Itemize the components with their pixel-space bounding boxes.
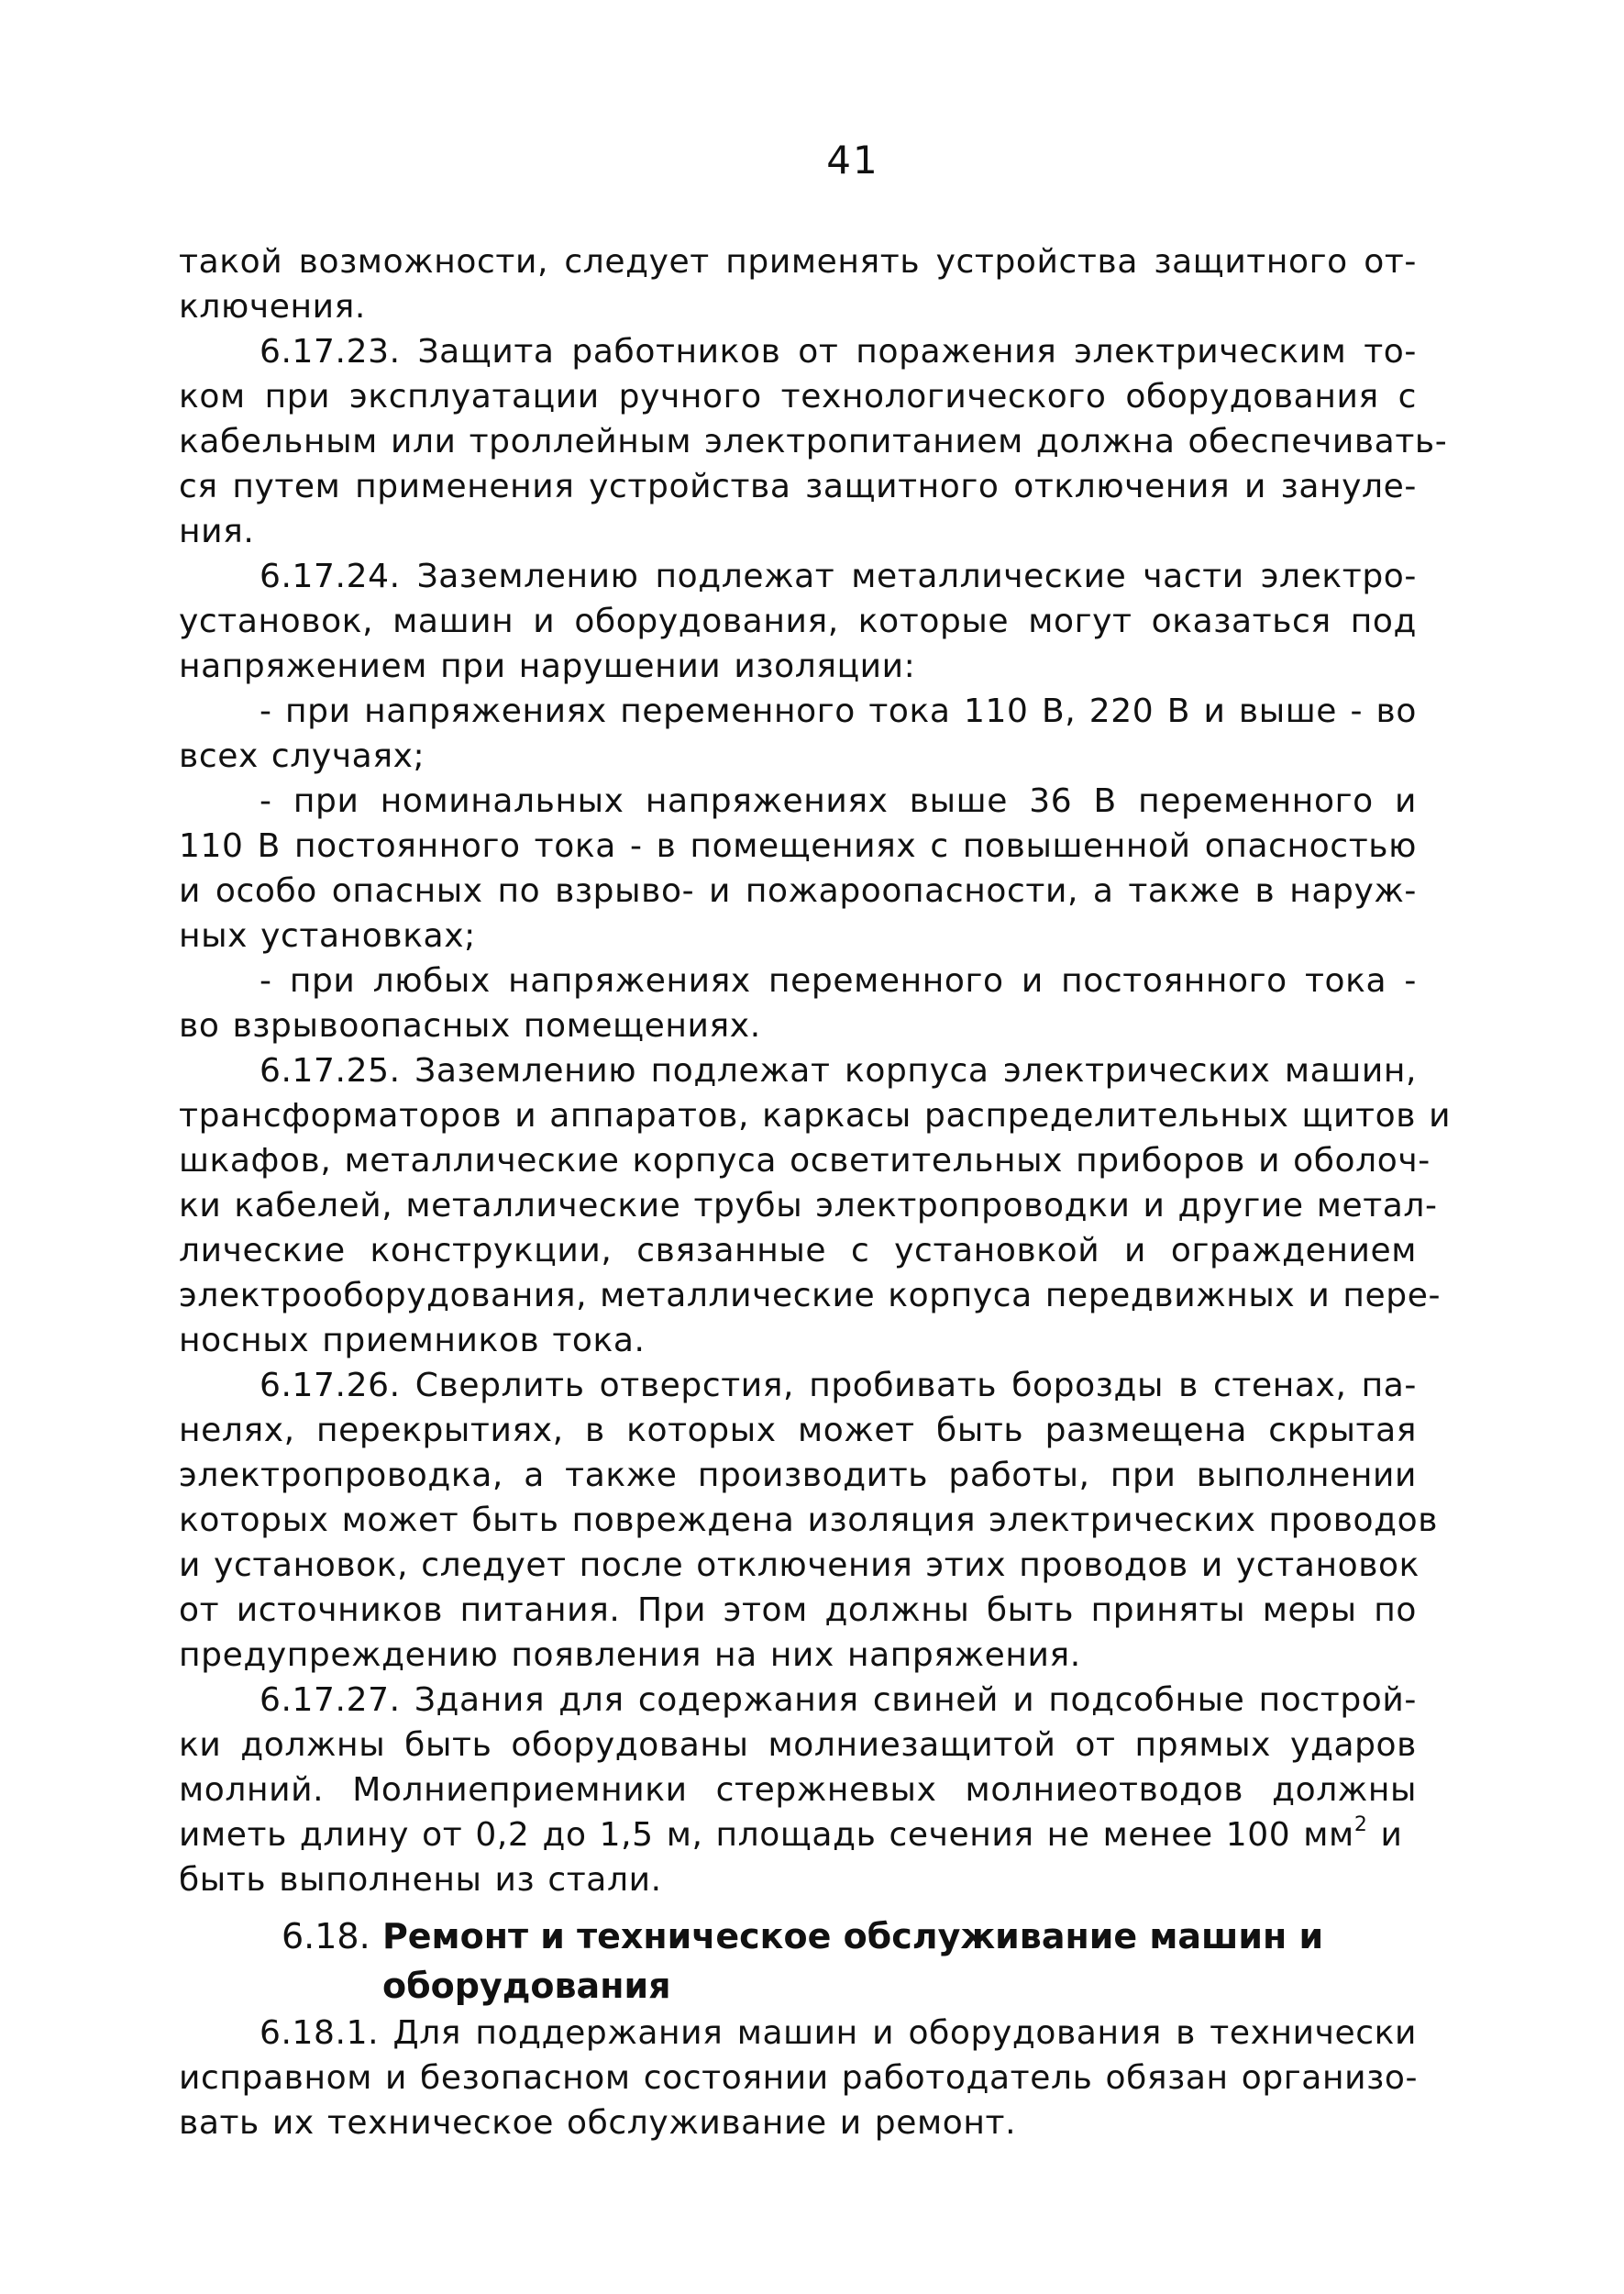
text-line: ния. (179, 513, 255, 550)
text-line: быть выполнены из стали. (179, 1861, 662, 1899)
text-line: всех случаях; (179, 737, 425, 775)
paragraph-6-18-1-start: 6.18.1. Для поддержания машин и оборудования в технически (260, 2014, 1417, 2052)
page-number: 41 (826, 138, 879, 183)
text-line: лические конструкции, связанные с установкой и ограждением (179, 1232, 1417, 1269)
text-line: трансформаторов и аппаратов, каркасы распределительных щитов и (179, 1097, 1452, 1135)
section-number: 6.18. (282, 1916, 370, 1956)
text-line: ком при эксплуатации ручного технологического оборудования с (179, 378, 1417, 416)
section-title: Ремонт и техническое обслуживание машин и (381, 1916, 1324, 1956)
text-fragment: и (1367, 1816, 1403, 1854)
paragraph-6-17-25-start: 6.17.25. Заземлению подлежат корпуса электрических машин, (260, 1052, 1417, 1090)
closing-paragraph (179, 2011, 1417, 2145)
text-line: шкафов, металлические корпуса осветительных приборов и оболоч- (179, 1142, 1431, 1180)
text-line: во взрывоопасных помещениях. (179, 1007, 761, 1045)
text-line: ключения. (179, 288, 366, 326)
document-page (179, 138, 1452, 2145)
text-line: ных установках; (179, 917, 476, 955)
list-item: - при напряжениях переменного тока 110 В, 220 В и выше - во (260, 693, 1417, 730)
text-fragment: иметь длину от 0,2 до 1,5 м, площадь сечения не менее 100 мм (179, 1816, 1354, 1854)
text-line: ки кабелей, металлические трубы электропроводки и другие метал- (179, 1187, 1438, 1225)
section-title-continuation: оборудования (382, 1966, 671, 2006)
list-item: - при номинальных напряжениях выше 36 В переменного и (260, 782, 1417, 820)
text-line: напряжением при нарушении изоляции: (179, 648, 916, 685)
paragraph-6-17-24-start: 6.17.24. Заземлению подлежат металлические части электро- (260, 558, 1417, 595)
section-heading-line (179, 1912, 1417, 1961)
text-line: 110 В постоянного тока - в помещениях с повышенной опасностью (179, 827, 1417, 865)
text-line: вать их техническое обслуживание и ремонт. (179, 2104, 1017, 2142)
text-line: ся путем применения устройства защитного отключения и зануле- (179, 468, 1417, 505)
text-line: молний. Молниеприемники стержневых молниеотводов должны (179, 1771, 1417, 1809)
text-line: ки должны быть оборудованы молниезащитой от прямых ударов (179, 1726, 1417, 1764)
paragraph-6-17-23-start: 6.17.23. Защита работников от поражения электрическим то- (260, 333, 1417, 371)
text-line: такой возможности, следует применять устройства защитного от- (179, 243, 1417, 281)
text-line: электропроводка, а также производить работы, при выполнении (179, 1457, 1417, 1494)
text-line: исправном и безопасном состоянии работодатель обязан организо- (179, 2059, 1419, 2097)
text-line: электрооборудования, металлические корпуса передвижных и пере- (179, 1277, 1442, 1314)
text-line: установок, машин и оборудования, которые могут оказаться под (179, 603, 1417, 640)
text-line: от источников питания. При этом должны быть приняты меры по (179, 1591, 1417, 1629)
text-line: которых может быть повреждена изоляция электрических проводов (179, 1502, 1439, 1539)
body-text (179, 239, 1452, 1902)
text-line: кабельным или троллейным электропитанием должна обеспечивать- (179, 423, 1448, 460)
paragraph-6-17-27-start: 6.17.27. Здания для содержания свиней и подсобные построй- (260, 1681, 1417, 1719)
superscript: 2 (1353, 1813, 1368, 1836)
text-line: и особо опасных по взрыво- и пожароопасности, а также в наруж- (179, 872, 1417, 910)
text-line-with-superscript (179, 1812, 1417, 1857)
text-line: и установок, следует после отключения этих проводов и установок (179, 1546, 1420, 1584)
paragraph-6-17-26-start: 6.17.26. Сверлить отверстия, пробивать борозды в стенах, па- (260, 1367, 1417, 1404)
text-line: носных приемников тока. (179, 1322, 646, 1359)
text-line: нелях, перекрытиях, в которых может быть размещена скрытая (179, 1412, 1417, 1449)
text-line: предупреждению появления на них напряжения. (179, 1636, 1081, 1674)
list-item: - при любых напряжениях переменного и постоянного тока - (260, 962, 1417, 1000)
section-heading (179, 1912, 1417, 2011)
